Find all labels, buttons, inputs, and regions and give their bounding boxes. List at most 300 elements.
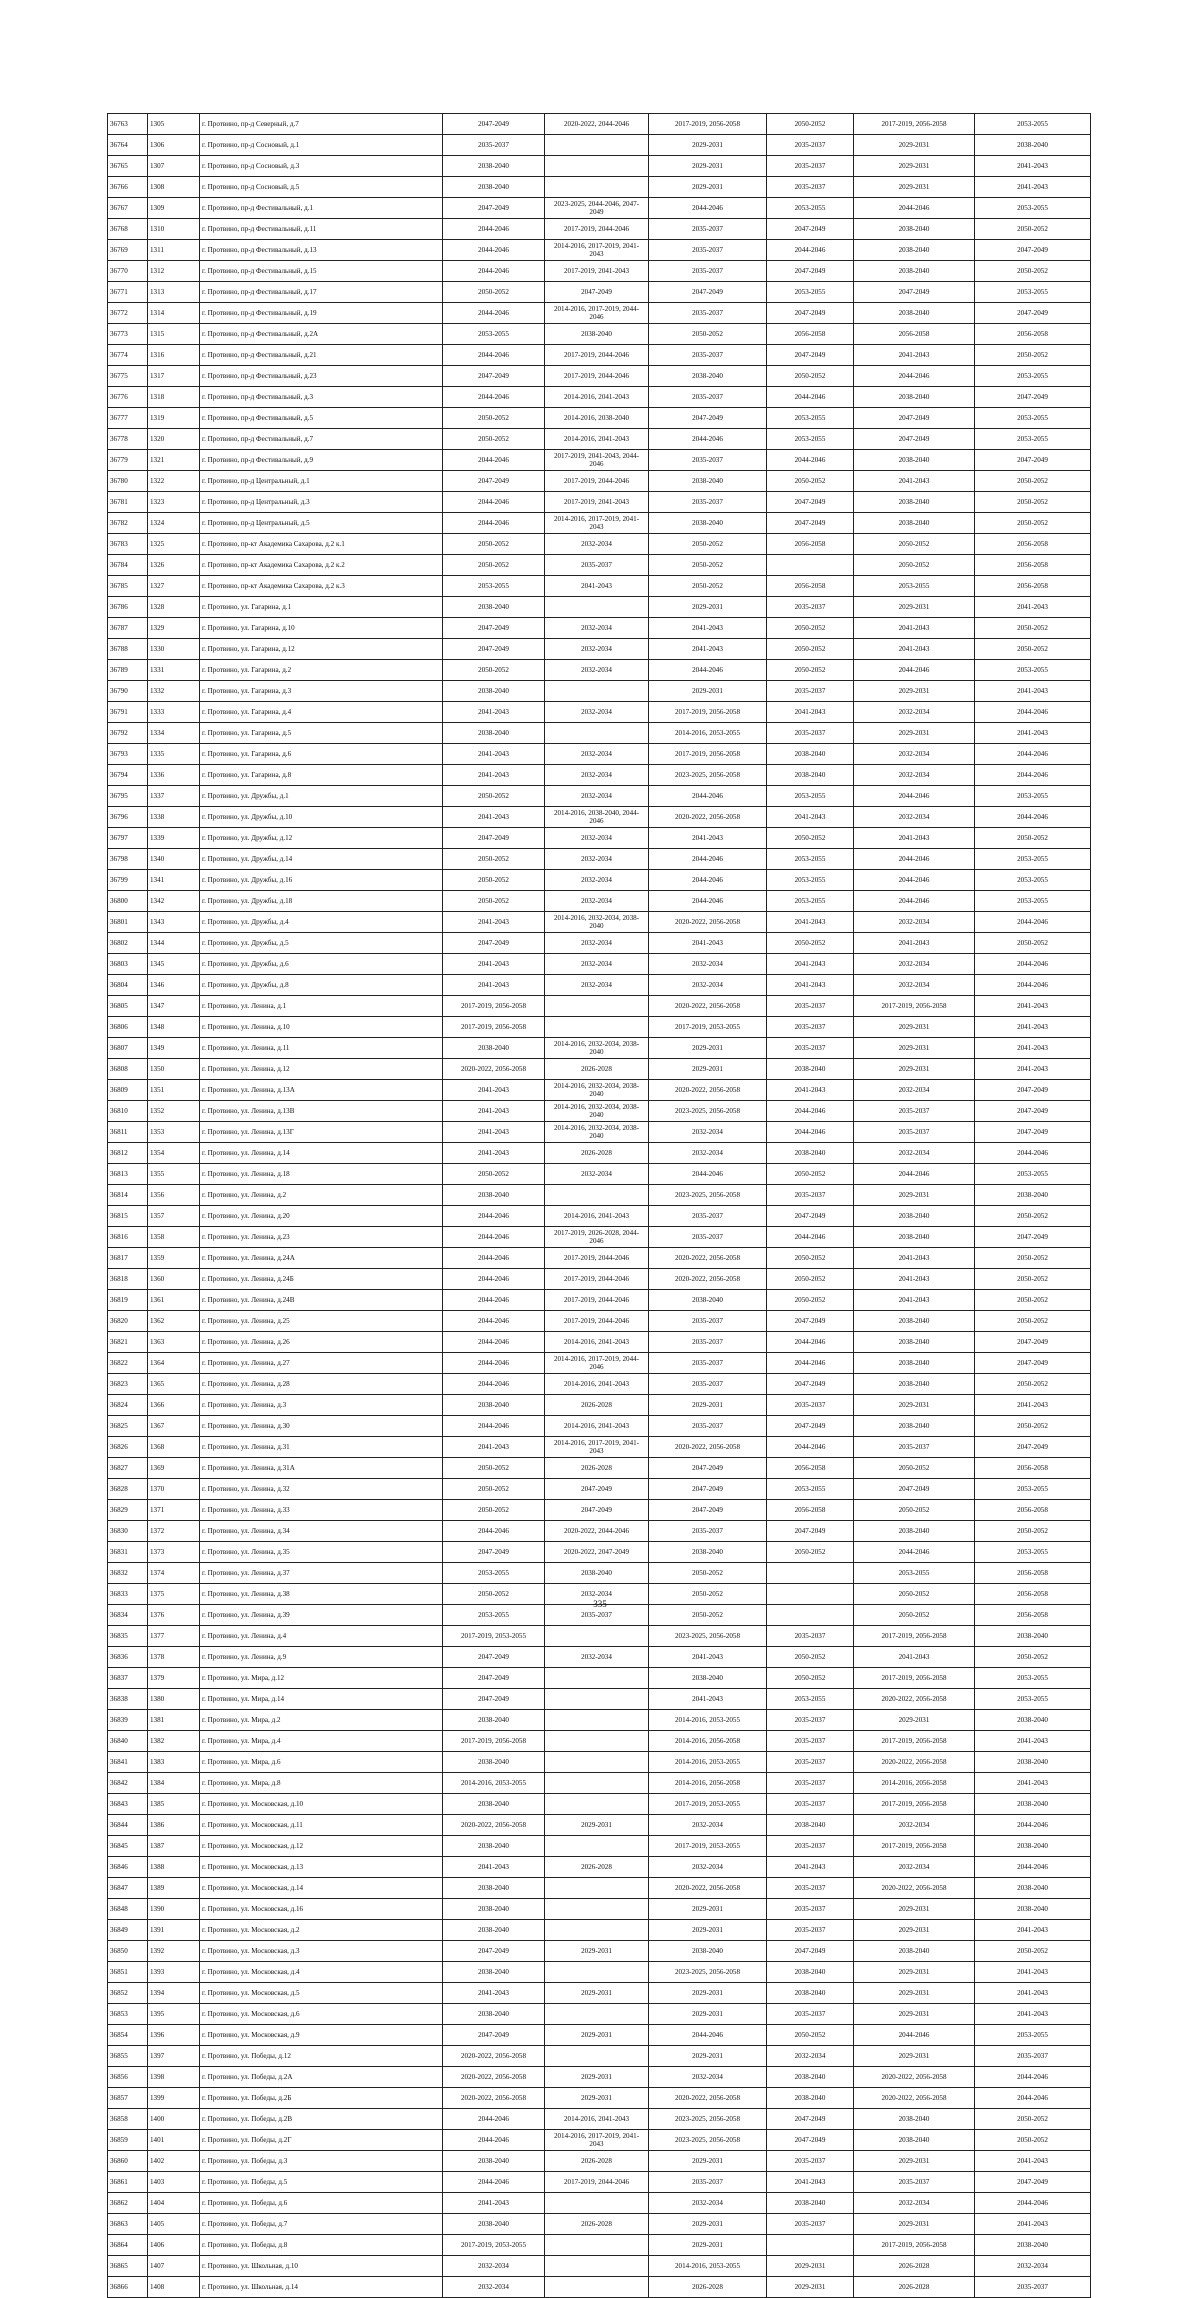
cell-period-5: 2041-2043 bbox=[854, 1269, 975, 1290]
cell-period-2: 2032-2034 bbox=[545, 828, 649, 849]
table-row bbox=[108, 2130, 1091, 2151]
cell-period-3: 2023-2025, 2056-2058 bbox=[649, 1101, 767, 1122]
cell-item-number: 1352 bbox=[148, 1101, 200, 1122]
cell-period-5: 2038-2040 bbox=[854, 1416, 975, 1437]
cell-record-id: 36844 bbox=[108, 1815, 148, 1836]
cell-address: г. Протвино, пр-д Фестивальный, д.23 bbox=[200, 366, 443, 387]
page-number: 335 bbox=[593, 1599, 607, 1609]
cell-address: г. Протвино, ул. Ленина, д.1 bbox=[200, 996, 443, 1017]
cell-period-6: 2053-2055 bbox=[975, 870, 1091, 891]
cell-item-number: 1335 bbox=[148, 744, 200, 765]
cell-record-id: 36768 bbox=[108, 219, 148, 240]
cell-period-2: 2032-2034 bbox=[545, 765, 649, 786]
cell-period-5: 2017-2019, 2056-2058 bbox=[854, 1668, 975, 1689]
cell-record-id: 36839 bbox=[108, 1710, 148, 1731]
cell-period-4: 2053-2055 bbox=[767, 429, 854, 450]
cell-record-id: 36775 bbox=[108, 366, 148, 387]
cell-period-3: 2029-2031 bbox=[649, 156, 767, 177]
cell-period-2: 2017-2019, 2044-2046 bbox=[545, 1269, 649, 1290]
cell-item-number: 1365 bbox=[148, 1374, 200, 1395]
cell-period-4: 2047-2049 bbox=[767, 303, 854, 324]
cell-period-3: 2032-2034 bbox=[649, 1815, 767, 1836]
table-row bbox=[108, 786, 1091, 807]
cell-period-3: 2035-2037 bbox=[649, 1416, 767, 1437]
cell-period-5: 2044-2046 bbox=[854, 849, 975, 870]
cell-record-id: 36829 bbox=[108, 1500, 148, 1521]
cell-period-4: 2035-2037 bbox=[767, 597, 854, 618]
cell-record-id: 36781 bbox=[108, 492, 148, 513]
cell-period-3: 2032-2034 bbox=[649, 954, 767, 975]
cell-period-6: 2050-2052 bbox=[975, 1290, 1091, 1311]
table-row bbox=[108, 408, 1091, 429]
cell-period-2 bbox=[545, 2235, 649, 2256]
cell-address: г. Протвино, ул. Победы, д.3 bbox=[200, 2151, 443, 2172]
cell-period-2 bbox=[545, 597, 649, 618]
cell-period-2: 2032-2034 bbox=[545, 870, 649, 891]
cell-address: г. Протвино, пр-кт Академика Сахарова, д.2 к.3 bbox=[200, 576, 443, 597]
cell-period-6: 2053-2055 bbox=[975, 198, 1091, 219]
cell-period-2: 2032-2034 bbox=[545, 891, 649, 912]
cell-period-2: 2014-2016, 2041-2043 bbox=[545, 2109, 649, 2130]
cell-period-5: 2044-2046 bbox=[854, 2025, 975, 2046]
cell-period-4: 2044-2046 bbox=[767, 1227, 854, 1248]
cell-period-1: 2047-2049 bbox=[443, 198, 545, 219]
cell-address: г. Протвино, пр-д Фестивальный, д.5 bbox=[200, 408, 443, 429]
cell-record-id: 36859 bbox=[108, 2130, 148, 2151]
cell-period-1: 2041-2043 bbox=[443, 1080, 545, 1101]
cell-address: г. Протвино, ул. Московская, д.2 bbox=[200, 1920, 443, 1941]
cell-period-5: 2020-2022, 2056-2058 bbox=[854, 2067, 975, 2088]
cell-period-4: 2047-2049 bbox=[767, 1941, 854, 1962]
table-row bbox=[108, 1437, 1091, 1458]
cell-period-1: 2038-2040 bbox=[443, 1794, 545, 1815]
cell-item-number: 1333 bbox=[148, 702, 200, 723]
cell-record-id: 36810 bbox=[108, 1101, 148, 1122]
cell-period-1: 2044-2046 bbox=[443, 450, 545, 471]
cell-period-3: 2035-2037 bbox=[649, 387, 767, 408]
cell-period-3: 2032-2034 bbox=[649, 2067, 767, 2088]
cell-period-2 bbox=[545, 2004, 649, 2025]
cell-period-6: 2041-2043 bbox=[975, 996, 1091, 1017]
cell-record-id: 36800 bbox=[108, 891, 148, 912]
cell-period-2 bbox=[545, 1668, 649, 1689]
cell-period-1: 2041-2043 bbox=[443, 765, 545, 786]
cell-item-number: 1370 bbox=[148, 1479, 200, 1500]
cell-period-3: 2032-2034 bbox=[649, 975, 767, 996]
table-row bbox=[108, 912, 1091, 933]
cell-item-number: 1398 bbox=[148, 2067, 200, 2088]
cell-period-4: 2035-2037 bbox=[767, 1731, 854, 1752]
table-row bbox=[108, 1647, 1091, 1668]
cell-address: г. Протвино, ул. Ленина, д.26 bbox=[200, 1332, 443, 1353]
cell-address: г. Протвино, ул. Дружбы, д.4 bbox=[200, 912, 443, 933]
table-row bbox=[108, 807, 1091, 828]
table-row bbox=[108, 1143, 1091, 1164]
cell-period-5: 2026-2028 bbox=[854, 2256, 975, 2277]
cell-item-number: 1339 bbox=[148, 828, 200, 849]
cell-record-id: 36864 bbox=[108, 2235, 148, 2256]
cell-period-1: 2038-2040 bbox=[443, 1710, 545, 1731]
cell-record-id: 36804 bbox=[108, 975, 148, 996]
cell-period-4: 2053-2055 bbox=[767, 1689, 854, 1710]
cell-period-4: 2035-2037 bbox=[767, 2004, 854, 2025]
cell-period-4: 2035-2037 bbox=[767, 2151, 854, 2172]
cell-period-3: 2044-2046 bbox=[649, 849, 767, 870]
cell-item-number: 1392 bbox=[148, 1941, 200, 1962]
cell-period-1: 2050-2052 bbox=[443, 534, 545, 555]
cell-record-id: 36798 bbox=[108, 849, 148, 870]
cell-period-2: 2026-2028 bbox=[545, 1395, 649, 1416]
cell-period-2: 2032-2034 bbox=[545, 1164, 649, 1185]
cell-period-5: 2041-2043 bbox=[854, 1248, 975, 1269]
cell-period-2: 2020-2022, 2044-2046 bbox=[545, 114, 649, 135]
table-row bbox=[108, 1416, 1091, 1437]
cell-record-id: 36773 bbox=[108, 324, 148, 345]
cell-period-5: 2029-2031 bbox=[854, 1038, 975, 1059]
cell-period-3: 2041-2043 bbox=[649, 639, 767, 660]
cell-item-number: 1313 bbox=[148, 282, 200, 303]
cell-period-3: 2020-2022, 2056-2058 bbox=[649, 1269, 767, 1290]
cell-period-2: 2047-2049 bbox=[545, 282, 649, 303]
cell-record-id: 36835 bbox=[108, 1626, 148, 1647]
cell-record-id: 36787 bbox=[108, 618, 148, 639]
cell-item-number: 1378 bbox=[148, 1647, 200, 1668]
cell-period-4: 2038-2040 bbox=[767, 2067, 854, 2088]
cell-record-id: 36826 bbox=[108, 1437, 148, 1458]
table-row bbox=[108, 1479, 1091, 1500]
cell-period-3: 2044-2046 bbox=[649, 1164, 767, 1185]
cell-period-1: 2053-2055 bbox=[443, 1605, 545, 1626]
cell-period-6: 2050-2052 bbox=[975, 1311, 1091, 1332]
cell-period-2: 2047-2049 bbox=[545, 1479, 649, 1500]
table-row bbox=[108, 2067, 1091, 2088]
cell-period-4: 2044-2046 bbox=[767, 1332, 854, 1353]
cell-period-5: 2038-2040 bbox=[854, 1521, 975, 1542]
cell-period-5: 2032-2034 bbox=[854, 702, 975, 723]
cell-period-3: 2035-2037 bbox=[649, 2172, 767, 2193]
cell-period-3: 2020-2022, 2056-2058 bbox=[649, 1248, 767, 1269]
cell-record-id: 36842 bbox=[108, 1773, 148, 1794]
cell-period-1: 2047-2049 bbox=[443, 1941, 545, 1962]
cell-period-3: 2035-2037 bbox=[649, 261, 767, 282]
cell-period-1: 2050-2052 bbox=[443, 1500, 545, 1521]
cell-address: г. Протвино, ул. Ленина, д.24Б bbox=[200, 1269, 443, 1290]
cell-address: г. Протвино, пр-д Фестивальный, д.1 bbox=[200, 198, 443, 219]
cell-record-id: 36795 bbox=[108, 786, 148, 807]
cell-record-id: 36819 bbox=[108, 1290, 148, 1311]
cell-period-1: 2038-2040 bbox=[443, 2004, 545, 2025]
table-row bbox=[108, 597, 1091, 618]
cell-period-6: 2032-2034 bbox=[975, 2256, 1091, 2277]
cell-period-6: 2056-2058 bbox=[975, 1500, 1091, 1521]
cell-address: г. Протвино, ул. Ленина, д.27 bbox=[200, 1353, 443, 1374]
cell-period-4: 2053-2055 bbox=[767, 849, 854, 870]
cell-period-5: 2038-2040 bbox=[854, 1206, 975, 1227]
cell-period-6: 2041-2043 bbox=[975, 1038, 1091, 1059]
table-row bbox=[108, 2004, 1091, 2025]
cell-address: г. Протвино, ул. Московская, д.10 bbox=[200, 1794, 443, 1815]
cell-period-3: 2017-2019, 2056-2058 bbox=[649, 744, 767, 765]
cell-period-1: 2047-2049 bbox=[443, 1542, 545, 1563]
cell-period-5: 2035-2037 bbox=[854, 1101, 975, 1122]
cell-address: г. Протвино, ул. Дружбы, д.8 bbox=[200, 975, 443, 996]
cell-record-id: 36770 bbox=[108, 261, 148, 282]
table-row bbox=[108, 975, 1091, 996]
cell-period-6: 2056-2058 bbox=[975, 555, 1091, 576]
cell-period-3: 2047-2049 bbox=[649, 1500, 767, 1521]
cell-item-number: 1387 bbox=[148, 1836, 200, 1857]
cell-address: г. Протвино, ул. Ленина, д.35 bbox=[200, 1542, 443, 1563]
cell-period-2: 2014-2016, 2017-2019, 2041-2043 bbox=[545, 1437, 649, 1458]
cell-period-3: 2038-2040 bbox=[649, 1290, 767, 1311]
cell-item-number: 1356 bbox=[148, 1185, 200, 1206]
cell-period-5: 2038-2040 bbox=[854, 450, 975, 471]
cell-period-1: 2044-2046 bbox=[443, 1269, 545, 1290]
cell-period-3: 2035-2037 bbox=[649, 1206, 767, 1227]
cell-period-4: 2047-2049 bbox=[767, 1416, 854, 1437]
cell-period-3: 2017-2019, 2056-2058 bbox=[649, 114, 767, 135]
table-row bbox=[108, 1521, 1091, 1542]
table-row bbox=[108, 1122, 1091, 1143]
cell-period-1: 2047-2049 bbox=[443, 933, 545, 954]
cell-period-6: 2044-2046 bbox=[975, 1857, 1091, 1878]
cell-period-2: 2029-2031 bbox=[545, 2067, 649, 2088]
cell-period-3: 2038-2040 bbox=[649, 1542, 767, 1563]
cell-period-6: 2047-2049 bbox=[975, 450, 1091, 471]
cell-record-id: 36845 bbox=[108, 1836, 148, 1857]
cell-period-4: 2050-2052 bbox=[767, 828, 854, 849]
table-row bbox=[108, 1059, 1091, 1080]
cell-period-5: 2044-2046 bbox=[854, 891, 975, 912]
cell-item-number: 1325 bbox=[148, 534, 200, 555]
cell-address: г. Протвино, ул. Победы, д.5 bbox=[200, 2172, 443, 2193]
cell-record-id: 36862 bbox=[108, 2193, 148, 2214]
cell-period-1: 2047-2049 bbox=[443, 471, 545, 492]
cell-period-6: 2047-2049 bbox=[975, 1332, 1091, 1353]
cell-period-2: 2017-2019, 2044-2046 bbox=[545, 1311, 649, 1332]
cell-item-number: 1363 bbox=[148, 1332, 200, 1353]
cell-period-1: 2044-2046 bbox=[443, 2130, 545, 2151]
cell-period-5: 2047-2049 bbox=[854, 408, 975, 429]
register-table-body bbox=[108, 114, 1091, 2298]
cell-address: г. Протвино, ул. Дружбы, д.10 bbox=[200, 807, 443, 828]
cell-period-1: 2044-2046 bbox=[443, 1227, 545, 1248]
cell-period-2 bbox=[545, 1878, 649, 1899]
cell-period-4: 2044-2046 bbox=[767, 1122, 854, 1143]
cell-period-1: 2053-2055 bbox=[443, 324, 545, 345]
cell-period-5: 2032-2034 bbox=[854, 1815, 975, 1836]
cell-period-2 bbox=[545, 2193, 649, 2214]
cell-item-number: 1316 bbox=[148, 345, 200, 366]
cell-period-6: 2053-2055 bbox=[975, 2025, 1091, 2046]
cell-item-number: 1396 bbox=[148, 2025, 200, 2046]
cell-period-1: 2044-2046 bbox=[443, 1374, 545, 1395]
cell-period-6: 2047-2049 bbox=[975, 303, 1091, 324]
cell-period-6: 2047-2049 bbox=[975, 1080, 1091, 1101]
cell-period-1: 2044-2046 bbox=[443, 240, 545, 261]
cell-period-2 bbox=[545, 1794, 649, 1815]
cell-period-4: 2035-2037 bbox=[767, 156, 854, 177]
cell-record-id: 36783 bbox=[108, 534, 148, 555]
cell-item-number: 1358 bbox=[148, 1227, 200, 1248]
cell-period-6: 2050-2052 bbox=[975, 1521, 1091, 1542]
cell-period-3: 2029-2031 bbox=[649, 177, 767, 198]
cell-record-id: 36792 bbox=[108, 723, 148, 744]
cell-period-1: 2050-2052 bbox=[443, 786, 545, 807]
cell-item-number: 1371 bbox=[148, 1500, 200, 1521]
cell-period-1: 2038-2040 bbox=[443, 2151, 545, 2172]
cell-period-6: 2053-2055 bbox=[975, 786, 1091, 807]
cell-period-5: 2014-2016, 2056-2058 bbox=[854, 1773, 975, 1794]
cell-period-5: 2050-2052 bbox=[854, 1584, 975, 1605]
cell-period-6: 2056-2058 bbox=[975, 1605, 1091, 1626]
cell-period-6: 2050-2052 bbox=[975, 1269, 1091, 1290]
table-row bbox=[108, 891, 1091, 912]
cell-period-5: 2032-2034 bbox=[854, 1080, 975, 1101]
cell-period-1: 2038-2040 bbox=[443, 597, 545, 618]
cell-address: г. Протвино, пр-д Фестивальный, д.3 bbox=[200, 387, 443, 408]
cell-item-number: 1359 bbox=[148, 1248, 200, 1269]
cell-period-1: 2038-2040 bbox=[443, 681, 545, 702]
cell-period-5: 2047-2049 bbox=[854, 1479, 975, 1500]
table-row bbox=[108, 744, 1091, 765]
cell-record-id: 36796 bbox=[108, 807, 148, 828]
cell-period-6: 2050-2052 bbox=[975, 219, 1091, 240]
cell-address: г. Протвино, ул. Ленина, д.34 bbox=[200, 1521, 443, 1542]
cell-period-3: 2044-2046 bbox=[649, 2025, 767, 2046]
table-row bbox=[108, 1752, 1091, 1773]
cell-item-number: 1346 bbox=[148, 975, 200, 996]
cell-item-number: 1386 bbox=[148, 1815, 200, 1836]
cell-period-4: 2044-2046 bbox=[767, 240, 854, 261]
table-row bbox=[108, 1227, 1091, 1248]
cell-address: г. Протвино, ул. Мира, д.6 bbox=[200, 1752, 443, 1773]
cell-period-4: 2047-2049 bbox=[767, 2130, 854, 2151]
table-row bbox=[108, 2256, 1091, 2277]
cell-period-4: 2035-2037 bbox=[767, 177, 854, 198]
cell-period-6: 2038-2040 bbox=[975, 1899, 1091, 1920]
cell-period-1: 2038-2040 bbox=[443, 177, 545, 198]
cell-address: г. Протвино, ул. Московская, д.16 bbox=[200, 1899, 443, 1920]
cell-period-2: 2029-2031 bbox=[545, 1983, 649, 2004]
cell-record-id: 36828 bbox=[108, 1479, 148, 1500]
cell-period-2: 2032-2034 bbox=[545, 954, 649, 975]
cell-record-id: 36848 bbox=[108, 1899, 148, 1920]
cell-period-2: 2026-2028 bbox=[545, 2214, 649, 2235]
cell-period-6: 2050-2052 bbox=[975, 1416, 1091, 1437]
cell-record-id: 36769 bbox=[108, 240, 148, 261]
cell-period-1: 2041-2043 bbox=[443, 1437, 545, 1458]
cell-address: г. Протвино, ул. Победы, д.2В bbox=[200, 2109, 443, 2130]
cell-period-1: 2041-2043 bbox=[443, 1101, 545, 1122]
cell-period-1: 2017-2019, 2056-2058 bbox=[443, 996, 545, 1017]
cell-item-number: 1326 bbox=[148, 555, 200, 576]
cell-address: г. Протвино, ул. Гагарина, д.1 bbox=[200, 597, 443, 618]
cell-item-number: 1318 bbox=[148, 387, 200, 408]
cell-address: г. Протвино, ул. Дружбы, д.14 bbox=[200, 849, 443, 870]
cell-period-2: 2032-2034 bbox=[545, 1584, 649, 1605]
cell-period-3: 2029-2031 bbox=[649, 2214, 767, 2235]
cell-period-5: 2029-2031 bbox=[854, 2046, 975, 2067]
cell-address: г. Протвино, пр-д Фестивальный, д.21 bbox=[200, 345, 443, 366]
cell-period-1: 2044-2046 bbox=[443, 261, 545, 282]
cell-period-6: 2044-2046 bbox=[975, 702, 1091, 723]
cell-period-6: 2038-2040 bbox=[975, 1878, 1091, 1899]
cell-period-6: 2041-2043 bbox=[975, 1017, 1091, 1038]
cell-address: г. Протвино, ул. Мира, д.14 bbox=[200, 1689, 443, 1710]
cell-address: г. Протвино, ул. Мира, д.4 bbox=[200, 1731, 443, 1752]
cell-item-number: 1322 bbox=[148, 471, 200, 492]
cell-item-number: 1403 bbox=[148, 2172, 200, 2193]
cell-period-2 bbox=[545, 996, 649, 1017]
cell-period-5: 2038-2040 bbox=[854, 303, 975, 324]
cell-item-number: 1327 bbox=[148, 576, 200, 597]
cell-item-number: 1402 bbox=[148, 2151, 200, 2172]
cell-period-5: 2056-2058 bbox=[854, 324, 975, 345]
cell-item-number: 1367 bbox=[148, 1416, 200, 1437]
cell-record-id: 36782 bbox=[108, 513, 148, 534]
cell-period-4: 2032-2034 bbox=[767, 2046, 854, 2067]
cell-period-1: 2038-2040 bbox=[443, 1878, 545, 1899]
cell-record-id: 36840 bbox=[108, 1731, 148, 1752]
cell-period-5: 2035-2037 bbox=[854, 1437, 975, 1458]
cell-period-5: 2029-2031 bbox=[854, 2004, 975, 2025]
cell-record-id: 36805 bbox=[108, 996, 148, 1017]
cell-record-id: 36790 bbox=[108, 681, 148, 702]
cell-period-6: 2053-2055 bbox=[975, 429, 1091, 450]
cell-item-number: 1405 bbox=[148, 2214, 200, 2235]
cell-record-id: 36838 bbox=[108, 1689, 148, 1710]
cell-period-2: 2014-2016, 2041-2043 bbox=[545, 1416, 649, 1437]
cell-period-1: 2017-2019, 2053-2055 bbox=[443, 2235, 545, 2256]
cell-period-6: 2047-2049 bbox=[975, 387, 1091, 408]
table-row bbox=[108, 765, 1091, 786]
cell-record-id: 36778 bbox=[108, 429, 148, 450]
cell-period-3: 2050-2052 bbox=[649, 324, 767, 345]
table-row bbox=[108, 1899, 1091, 1920]
cell-period-1: 2044-2046 bbox=[443, 2172, 545, 2193]
cell-period-6: 2047-2049 bbox=[975, 1101, 1091, 1122]
cell-period-6: 2056-2058 bbox=[975, 1563, 1091, 1584]
cell-period-1: 2041-2043 bbox=[443, 807, 545, 828]
cell-period-2: 2038-2040 bbox=[545, 324, 649, 345]
cell-item-number: 1315 bbox=[148, 324, 200, 345]
cell-period-4: 2053-2055 bbox=[767, 408, 854, 429]
table-row bbox=[108, 1983, 1091, 2004]
cell-period-3: 2041-2043 bbox=[649, 828, 767, 849]
cell-period-1: 2044-2046 bbox=[443, 1521, 545, 1542]
cell-period-1: 2041-2043 bbox=[443, 1143, 545, 1164]
cell-item-number: 1381 bbox=[148, 1710, 200, 1731]
cell-period-1: 2050-2052 bbox=[443, 1458, 545, 1479]
cell-item-number: 1321 bbox=[148, 450, 200, 471]
cell-period-3: 2014-2016, 2053-2055 bbox=[649, 2256, 767, 2277]
cell-period-6: 2044-2046 bbox=[975, 2193, 1091, 2214]
cell-period-5: 2038-2040 bbox=[854, 387, 975, 408]
cell-period-1: 2044-2046 bbox=[443, 2109, 545, 2130]
cell-period-2: 2014-2016, 2017-2019, 2044-2046 bbox=[545, 1353, 649, 1374]
cell-period-1: 2035-2037 bbox=[443, 135, 545, 156]
cell-record-id: 36827 bbox=[108, 1458, 148, 1479]
cell-record-id: 36861 bbox=[108, 2172, 148, 2193]
cell-item-number: 1375 bbox=[148, 1584, 200, 1605]
cell-period-5: 2029-2031 bbox=[854, 1185, 975, 1206]
cell-record-id: 36766 bbox=[108, 177, 148, 198]
cell-record-id: 36853 bbox=[108, 2004, 148, 2025]
cell-period-6: 2035-2037 bbox=[975, 2277, 1091, 2298]
cell-record-id: 36825 bbox=[108, 1416, 148, 1437]
cell-record-id: 36854 bbox=[108, 2025, 148, 2046]
